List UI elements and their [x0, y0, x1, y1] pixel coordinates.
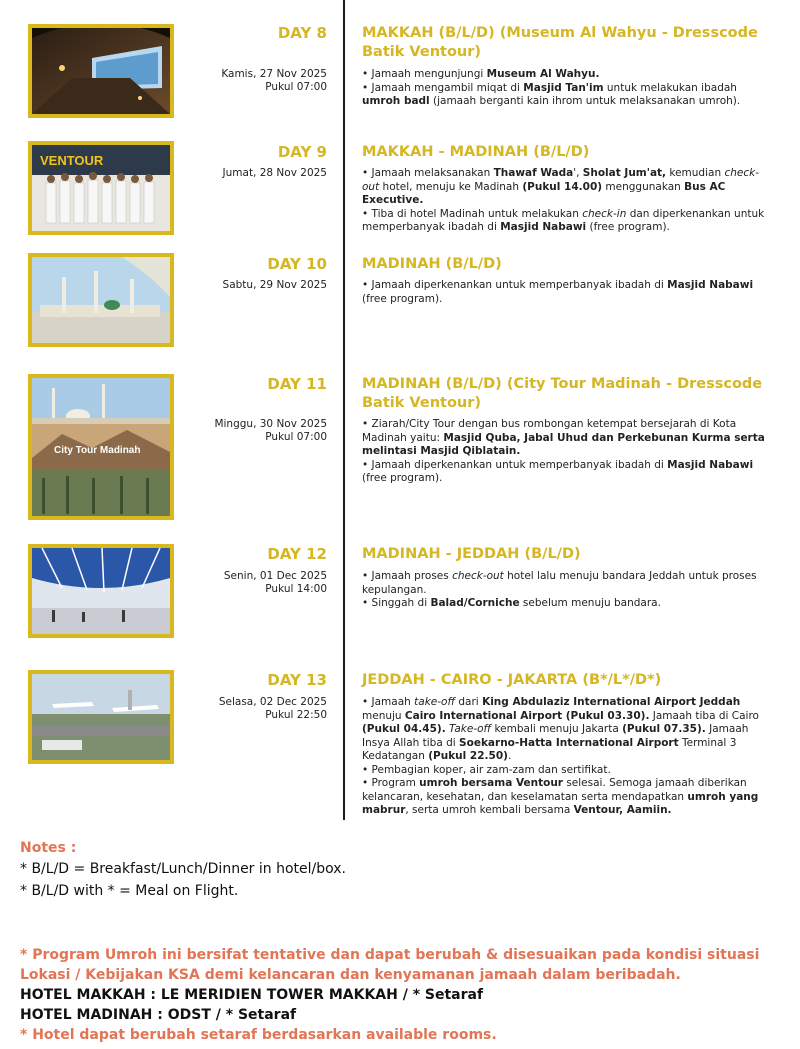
- soekarno-hatta-illustration: [32, 674, 170, 760]
- bullet-text: (free program).: [586, 221, 670, 233]
- footer-section: [20, 945, 780, 1045]
- ventour-group-illustration: [32, 145, 170, 231]
- bullet-text: Bus AC Executive.: [362, 180, 726, 206]
- time-line: Pukul 07:00: [265, 431, 327, 443]
- bullet-item: [362, 82, 772, 109]
- bullet-text: (Pukul 14.00): [522, 180, 603, 193]
- bus-logo-text: VENTOUR: [40, 153, 104, 168]
- date-line: Kamis, 27 Nov 2025: [221, 68, 327, 80]
- bullet-text: kemudian: [666, 167, 725, 179]
- bullet-text: .: [507, 750, 512, 762]
- time-line: Pukul 22:50: [265, 709, 327, 721]
- day-label: DAY 9: [277, 143, 327, 161]
- bullet-text: Thawaf Wada: [493, 167, 574, 179]
- bullet-text: Museum Al Wahyu.: [486, 68, 600, 80]
- bullet-text: dan diperkenankan untuk memperbanyak ibadah di: [362, 207, 765, 233]
- bullet-text: menuju: [362, 709, 405, 722]
- day-title: MADINAH (B/L/D): [362, 256, 502, 272]
- bullet-text: Masjid Nabawi: [667, 279, 754, 291]
- day-date: [223, 167, 327, 180]
- bullet-text: hotel lalu menuju bandara Jeddah untuk proses kepulangan.: [362, 570, 757, 596]
- bullet-text: umroh yang mabrur: [362, 790, 759, 816]
- day-description: [362, 279, 772, 306]
- bullet-text: • Program: [362, 777, 420, 789]
- bullet-text: Masjid Nabawi: [500, 221, 587, 233]
- bullet-item: [362, 459, 772, 486]
- bullet-text: check-out: [452, 570, 504, 582]
- bullet-item: [362, 777, 772, 818]
- city-tour-illustration: [32, 378, 170, 516]
- bullet-text: (Pukul 07.35).: [622, 723, 706, 735]
- bullet-text: Ventour, Aamiin.: [573, 804, 672, 816]
- bullet-text: kembali menuju Jakarta: [491, 723, 623, 735]
- bullet-text: Balad/Corniche: [430, 597, 520, 609]
- bullet-text: • Jamaah mengunjungi: [362, 68, 487, 80]
- bullet-item: [362, 696, 772, 764]
- bullet-text: • Jamaah diperkenankan untuk memperbanyak ibadah di: [362, 458, 668, 471]
- bullet-text: King Abdulaziz International Airport Jeddah: [482, 696, 741, 708]
- day-title: MAKKAH - MADINAH (B/L/D): [362, 144, 590, 160]
- masjid-nabawi-illustration: [32, 257, 170, 343]
- day-date: [224, 570, 327, 596]
- bullet-text: • Pembagian koper, air zam-zam dan sertifikat.: [362, 763, 611, 776]
- ventour-group-bus-photo: [28, 141, 174, 235]
- day-label: DAY 13: [267, 671, 327, 689]
- time-line: Pukul 07:00: [265, 81, 327, 93]
- bullet-item: [362, 570, 772, 597]
- bullet-text: , serta umroh kembali bersama: [405, 804, 574, 816]
- date-line: Sabtu, 29 Nov 2025: [222, 279, 327, 291]
- day-description: [362, 418, 772, 486]
- bullet-text: Jamaah tiba di Cairo: [649, 709, 759, 722]
- soekarno-hatta-airport-photo: [28, 670, 174, 764]
- bullet-text: (Pukul 22.50): [428, 750, 508, 762]
- day-title: MADINAH (B/L/D) (City Tour Madinah - Dresscode Batik Ventour): [362, 376, 763, 411]
- bullet-text: • Jamaah: [362, 696, 415, 708]
- day-label: DAY 12: [267, 545, 327, 563]
- bullet-text: Cairo International Airport (Pukul 03.30).: [404, 709, 650, 722]
- day-title: MAKKAH (B/L/D) (Museum Al Wahyu - Dresscode Batik Ventour): [362, 25, 758, 60]
- jeddah-airport-terminal-photo: [28, 544, 174, 638]
- bullet-text: • Tiba di hotel Madinah untuk melakukan: [362, 207, 583, 220]
- bullet-text: selesai. Semoga jamaah diberikan kelancaran, kesehatan, dan keselamatan serta mendapatkan: [362, 777, 747, 803]
- masjid-nabawi-photo: [28, 253, 174, 347]
- day-description: [362, 167, 772, 235]
- hotel-madinah: HOTEL MADINAH : ODST / * Setaraf: [20, 1007, 297, 1023]
- date-line: Senin, 01 Dec 2025: [223, 570, 327, 582]
- bullet-text: Masjid Quba, Jabal Uhud dan Perkebunan Kurma serta melintasi Masjid Qiblatain.: [362, 431, 765, 457]
- bullet-item: [362, 279, 772, 306]
- bullet-text: • Jamaah mengambil miqat di: [362, 81, 524, 94]
- day-date: [219, 696, 327, 722]
- bullet-text: hotel, menuju ke Madinah: [379, 180, 523, 193]
- notes-section: [20, 838, 790, 902]
- bullet-text: (free program).: [362, 292, 443, 305]
- bullet-text: check-out: [362, 167, 759, 193]
- day-title: MADINAH - JEDDAH (B/L/D): [362, 546, 581, 562]
- bullet-item: [362, 597, 772, 611]
- tentative-warning: * Program Umroh ini bersifat tentative dan dapat berubah & disesuaikan pada kondisi situasi Lokasi / Kebijakan KSA demi kelancaran dan kenyamanan jamaah dalam beribadah.: [20, 947, 760, 983]
- day-description: [362, 696, 772, 818]
- bullet-text: Jamaah Insya Allah tiba di: [362, 723, 749, 749]
- bullet-text: • Jamaah melaksanakan: [362, 167, 494, 179]
- day-label: DAY 10: [267, 255, 327, 273]
- city-tour-caption: City Tour Madinah: [54, 445, 141, 456]
- day-date: [221, 68, 327, 94]
- bullet-text: (Pukul 04.45).: [362, 723, 446, 735]
- city-tour-madinah-photo: [28, 374, 174, 520]
- day-label: DAY 11: [267, 375, 327, 393]
- date-line: Minggu, 30 Nov 2025: [214, 418, 327, 430]
- jeddah-terminal-illustration: [32, 548, 170, 634]
- hotel-note: * Hotel dapat berubah setaraf berdasarkan available rooms.: [20, 1027, 497, 1043]
- bullet-item: [362, 208, 772, 235]
- bullet-text: (jamaah berganti kain ihrom untuk melaksanakan umroh).: [429, 95, 741, 107]
- notes-line: * B/L/D with * = Meal on Flight.: [20, 883, 239, 899]
- bullet-item: [362, 167, 772, 208]
- bullet-text: Soekarno-Hatta International Airport: [459, 736, 679, 749]
- day-label: DAY 8: [277, 24, 327, 42]
- bullet-item: [362, 764, 772, 778]
- bullet-text: untuk melakukan ibadah: [603, 81, 737, 94]
- bullet-text: Terminal 3 Kedatangan: [362, 736, 737, 762]
- date-line: Jumat, 28 Nov 2025: [222, 167, 327, 179]
- bullet-text: • Jamaah diperkenankan untuk memperbanyak ibadah di: [362, 279, 668, 291]
- bullet-text: • Ziarah/City Tour dengan bus rombongan ketempat bersejarah di Kota Madinah yaitu:: [362, 418, 737, 444]
- bullet-text: check-in: [582, 207, 627, 220]
- bullet-text: Masjid Nabawi: [667, 458, 754, 471]
- notes-line: * B/L/D = Breakfast/Lunch/Dinner in hotel/box.: [20, 861, 346, 877]
- day-date: [214, 418, 327, 444]
- bullet-text: Take-off: [449, 723, 492, 735]
- bullet-item: [362, 418, 772, 459]
- bullet-text: dari: [455, 696, 483, 708]
- day-date: [223, 279, 327, 292]
- bullet-text: (free program).: [362, 472, 443, 484]
- bullet-text: Masjid Tan'im: [523, 81, 604, 94]
- day-description: [362, 570, 772, 611]
- bullet-text: umroh badl: [362, 95, 430, 107]
- day-title: JEDDAH - CAIRO - JAKARTA (B*/L*/D*): [362, 672, 662, 688]
- date-line: Selasa, 02 Dec 2025: [218, 696, 327, 708]
- bullet-text: Sholat Jum'at,: [582, 167, 667, 179]
- museum-al-wahyu-photo: [28, 24, 174, 118]
- bullet-text: menggunakan: [602, 180, 685, 193]
- bullet-text: take-off: [414, 696, 456, 708]
- bullet-item: [362, 68, 772, 82]
- timeline-line: [343, 0, 345, 820]
- bullet-text: sebelum menuju bandara.: [519, 597, 661, 609]
- museum-al-wahyu-illustration: [32, 28, 170, 114]
- time-line: Pukul 14:00: [265, 583, 327, 595]
- day-description: [362, 68, 772, 109]
- bullet-text: • Jamaah proses: [362, 570, 453, 582]
- bullet-text: • Singgah di: [362, 597, 431, 609]
- notes-title: Notes :: [20, 840, 77, 856]
- bullet-text: umroh bersama Ventour: [419, 777, 563, 789]
- bullet-text: ',: [573, 167, 583, 179]
- hotel-makkah: HOTEL MAKKAH : LE MERIDIEN TOWER MAKKAH / * Setaraf: [20, 987, 484, 1003]
